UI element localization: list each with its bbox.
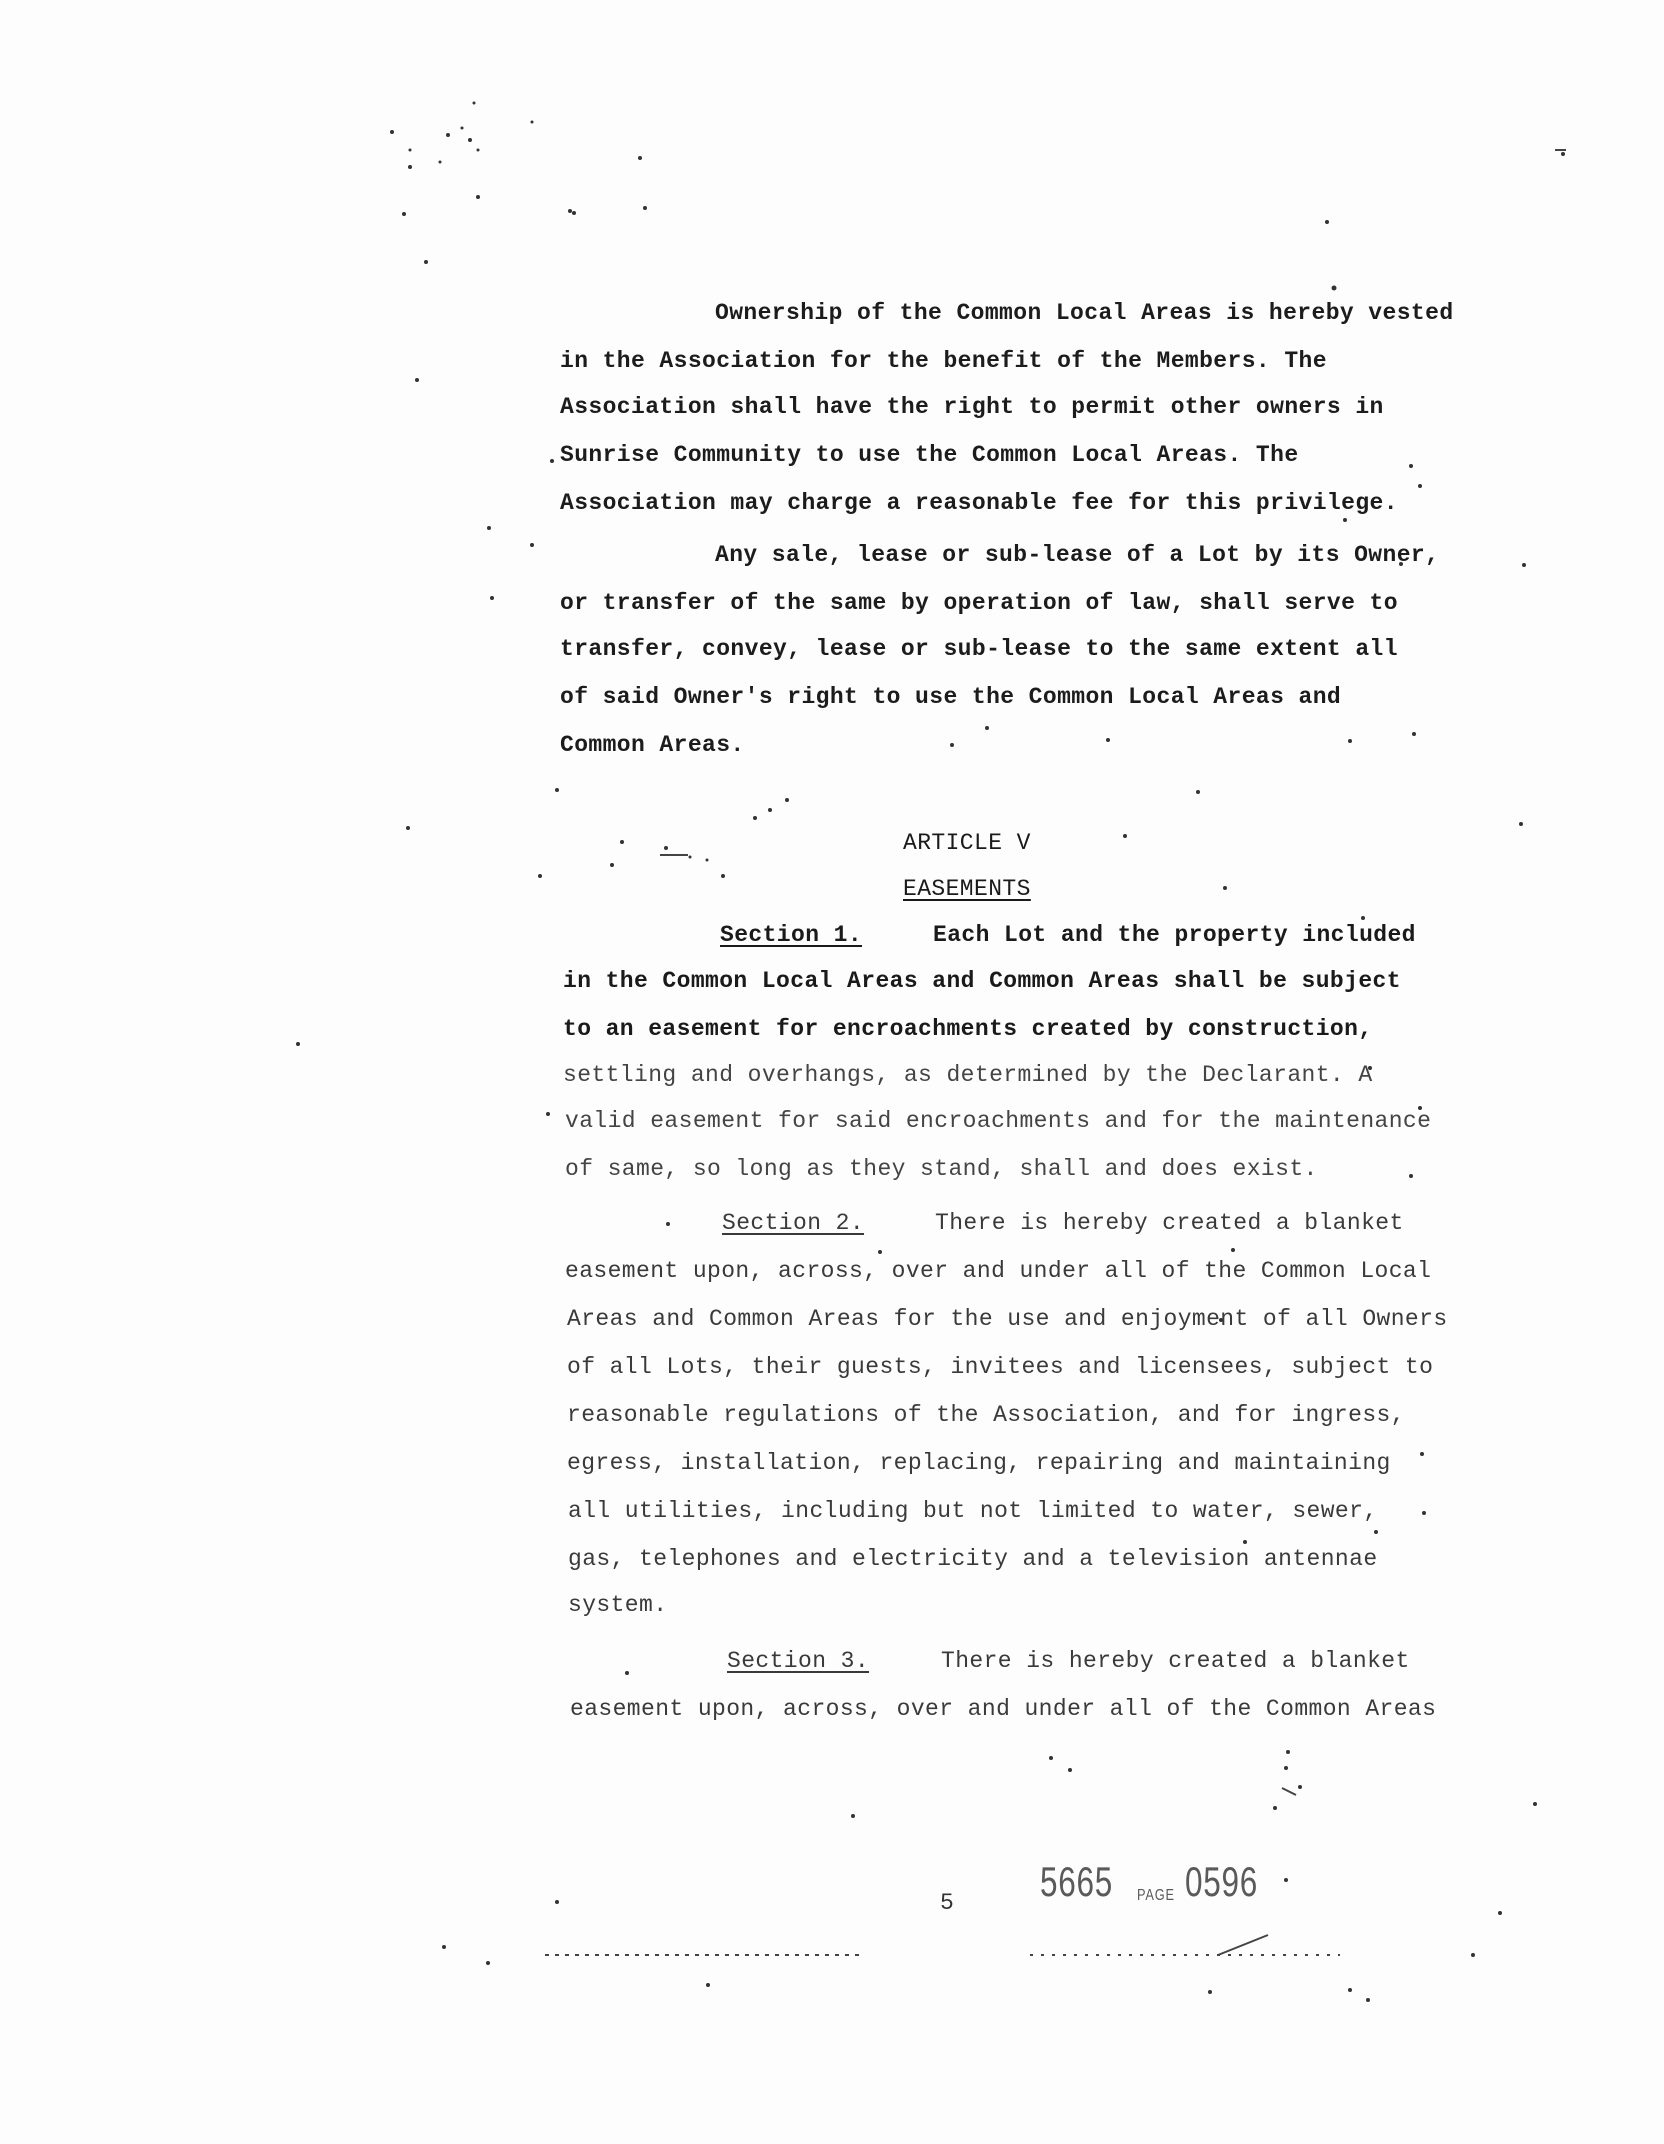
text-line: of same, so long as they stand, shall and does exist. bbox=[565, 1156, 1318, 1182]
text-line: Areas and Common Areas for the use and enjoyment of all Owners bbox=[567, 1306, 1448, 1332]
text-line: Association may charge a reasonable fee for this privilege. bbox=[560, 490, 1398, 516]
page-reference: 0596 bbox=[1184, 1858, 1258, 1905]
text-line: of all Lots, their guests, invitees and licensees, subject to bbox=[567, 1354, 1434, 1380]
text-line: easement upon, across, over and under all of the Common Areas bbox=[570, 1696, 1437, 1722]
section-label: Section 2. bbox=[722, 1210, 865, 1236]
section-label: Section 3. bbox=[727, 1648, 870, 1674]
book-page-stamp bbox=[1040, 1858, 1282, 1906]
text-line: Association shall have the right to permit other owners in bbox=[560, 394, 1384, 420]
section-label: Section 1. bbox=[720, 922, 863, 948]
text-line: reasonable regulations of the Association, and for ingress, bbox=[567, 1402, 1405, 1428]
text-line: Ownership of the Common Local Areas is hereby vested bbox=[715, 300, 1454, 326]
text-line: settling and overhangs, as determined by the Declarant. A bbox=[563, 1062, 1373, 1088]
page-number: 5 bbox=[940, 1890, 954, 1916]
section-1 bbox=[560, 922, 1460, 1202]
text-line: to an easement for encroachments created by construction, bbox=[563, 1016, 1373, 1042]
text-line: valid easement for said encroachments and for the maintenance bbox=[565, 1108, 1432, 1134]
text-line: system. bbox=[568, 1592, 668, 1618]
text-line: transfer, convey, lease or sub-lease to the same extent all bbox=[560, 636, 1398, 662]
text-line: or transfer of the same by operation of law, shall serve to bbox=[560, 590, 1398, 616]
text-line: Common Areas. bbox=[560, 732, 745, 758]
section-2 bbox=[560, 1210, 1460, 1630]
text-line: easement upon, across, over and under all of the Common Local bbox=[565, 1258, 1432, 1284]
sale-paragraph bbox=[560, 542, 1460, 772]
text-line: gas, telephones and electricity and a television antennae bbox=[568, 1546, 1378, 1572]
article-title: EASEMENTS bbox=[903, 876, 1031, 902]
text-line: Sunrise Community to use the Common Local Areas. The bbox=[560, 442, 1299, 468]
text-line: Each Lot and the property included bbox=[933, 922, 1416, 948]
text-line: egress, installation, replacing, repairing and maintaining bbox=[567, 1450, 1391, 1476]
text-line: There is hereby created a blanket bbox=[935, 1210, 1404, 1236]
text-line: in the Common Local Areas and Common Areas shall be subject bbox=[563, 968, 1401, 994]
book-number: 5665 bbox=[1040, 1858, 1114, 1905]
text-line: in the Association for the benefit of the Members. The bbox=[560, 348, 1327, 374]
ownership-paragraph bbox=[560, 300, 1460, 530]
article-number: ARTICLE V bbox=[903, 830, 1031, 856]
text-line: There is hereby created a blanket bbox=[941, 1648, 1410, 1674]
text-line: of said Owner's right to use the Common Local Areas and bbox=[560, 684, 1342, 710]
text-line: Any sale, lease or sub-lease of a Lot by its Owner, bbox=[715, 542, 1440, 568]
text-line: all utilities, including but not limited to water, sewer, bbox=[568, 1498, 1378, 1524]
section-3 bbox=[560, 1648, 1460, 1738]
page-word: PAGE bbox=[1137, 1887, 1176, 1904]
